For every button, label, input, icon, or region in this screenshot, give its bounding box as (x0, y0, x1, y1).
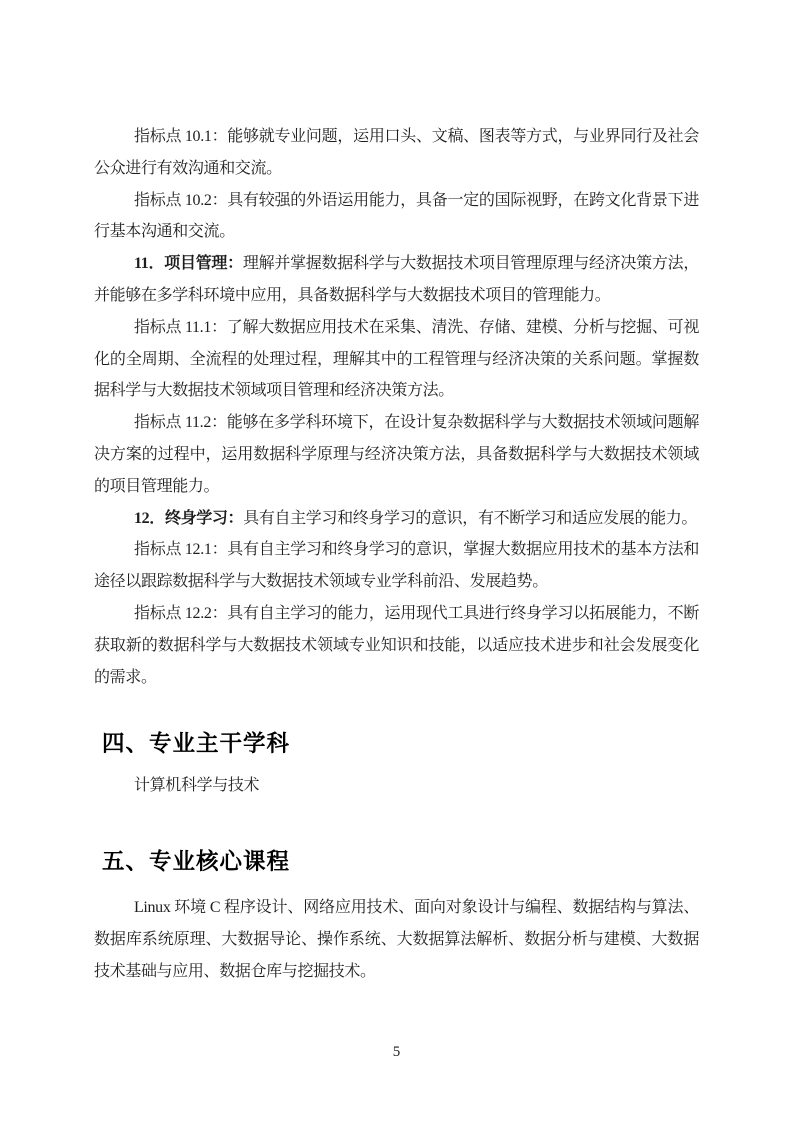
paragraph-bold-prefix: 11．项目管理： (134, 255, 243, 273)
page-number: 5 (392, 1044, 401, 1060)
paragraph-bold-prefix: 12．终身学习： (134, 509, 244, 527)
paragraph-indicator-10-1 (94, 121, 699, 185)
paragraph-indicator-12-2 (94, 598, 699, 693)
paragraph-indicator-12-1 (94, 534, 699, 598)
section-body-core-courses: Linux 环境 C 程序设计、网络应用技术、面向对象设计与编程、数据结构与算法、数据库系统原理、大数据导论、操作系统、大数据算法解析、数据分析与建模、大数据技术基础与应用、数据仓库与挖掘技术。 (94, 899, 699, 980)
paragraph-text: 指标点 10.2：具有较强的外语运用能力，具备一定的国际视野，在跨文化背景下进行基本沟通和交流。 (94, 191, 699, 241)
section-heading-major-disciplines: 四、专业主干学科 (102, 731, 291, 757)
paragraph-indicator-11-2 (94, 407, 699, 502)
paragraph-text: 具有自主学习和终身学习的意识，有不断学习和适应发展的能力。 (243, 509, 698, 527)
paragraph-text: 理解并掌握数据科学与大数据技术项目管理原理与经济决策方法，并能够在多学科环境中应用，具备数据科学与大数据技术项目的管理能力。 (94, 255, 699, 304)
section-heading-core-courses: 五、专业核心课程 (102, 849, 291, 875)
paragraph-text: 指标点 10.1：能够就专业问题，运用口头、文稿、图表等方式，与业界同行及社会公众进行有效沟通和交流。 (94, 128, 699, 177)
paragraph-text: 指标点 12.1：具有自主学习和终身学习的意识，掌握大数据应用技术的基本方法和途径以跟踪数据科学与大数据技术领域专业学科前沿、发展趋势。 (94, 541, 699, 591)
paragraph-text: 指标点 12.2：具有自主学习的能力，运用现代工具进行终身学习以拓展能力，不断获取新的数据科学与大数据技术领域专业知识和技能，以适应技术进步和社会发展变化的需求。 (94, 604, 699, 686)
paragraph-text: 指标点 11.2：能够在多学科环境下，在设计复杂数据科学与大数据技术领域问题解决方案的过程中，运用数据科学原理与经济决策方法，具备数据科学与大数据技术领域的项目管理能力。 (94, 414, 699, 495)
paragraph-indicator-11-1 (94, 312, 699, 407)
paragraph-item-11-project-management (94, 248, 699, 312)
section-body-major-disciplines: 计算机科学与技术 (134, 777, 260, 795)
paragraph-indicator-10-2 (94, 185, 699, 249)
paragraph-item-12-lifelong-learning (94, 503, 699, 535)
page-content (94, 121, 699, 988)
paragraph-text: 指标点 11.1：了解大数据应用技术在采集、清洗、存储、建模、分析与挖掘、可视化的全周期、全流程的处理过程，理解其中的工程管理与经济决策的关系问题。掌握数据科学与大数据技术领域项目管理和经济决策方法。 (94, 318, 699, 400)
